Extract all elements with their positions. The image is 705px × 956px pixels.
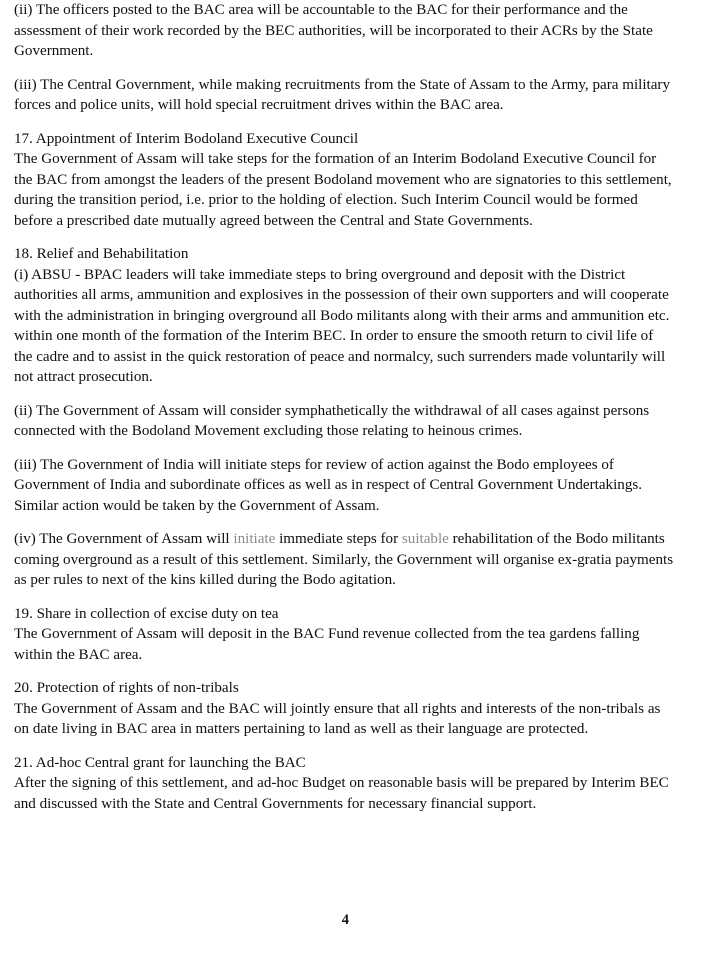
paragraph-clause-18-iii: (iii) The Government of India will initiate steps for review of action against the Bodo employees of Government of India and subordinate offices as well as in respect of Central Government Undertakings. Similar action would be taken by the Government of Assam.: [14, 456, 643, 514]
paragraph-clause-18-iv: (iv) The Government of Assam will initiate immediate steps for suitable rehabilitation of the Bodo militants coming overground as a result of this settlement. Similarly, the Government will organise ex-gratia payments as per rules to next of the kins killed during the Bodo agitation.: [14, 531, 674, 588]
paragraph-clause-20: 20. Protection of rights of non-tribals The Government of Assam and the BAC will jointly ensure that all rights and interests of the non-tribals as on date living in BAC area in matters pertaining to land as well as their language are protected.: [14, 680, 661, 737]
document-text-column: [14, 0, 674, 827]
paragraph-clause-18-i: 18. Relief and Behabilitation (i) ABSU - BPAC leaders will take immediate steps to bring overground and deposit with the District authorities all arms, ammunition and explosives in the possession of their own supporters and will cooperate with the administration in bringing overground all Bodo militants along with their arms and ammunition etc. within one month of the formation of the Interim BEC. In order to ensure the smooth return to civil life of the cadre and to assist in the quick restoration of peace and normalcy, such surrenders made voluntarily will not attract prosecution.: [14, 246, 670, 385]
paragraph-clause-16-ii: (ii) The officers posted to the BAC area will be accountable to the BAC for their performance and the assessment of their work recorded by the BEC authorities, will be incorporated to their ACRs by the State Government.: [14, 2, 653, 59]
faint-text-run: suitable: [401, 531, 449, 547]
faint-text-run: initiate: [233, 531, 276, 547]
paragraph-clause-18-ii: (ii) The Government of Assam will consider symphathetically the withdrawal of all cases against persons connected with the Bodoland Movement excluding those relating to heinous crimes.: [14, 402, 650, 439]
paragraph-clause-19: 19. Share in collection of excise duty on tea The Government of Assam will deposit in the BAC Fund revenue collected from the tea gardens falling within the BAC area.: [14, 605, 640, 663]
page-number: 4: [341, 912, 350, 928]
paragraph-clause-17: 17. Appointment of Interim Bodoland Executive Council The Government of Assam will take steps for the formation of an Interim Bodoland Executive Council for the BAC from amongst the leaders of the present Bodoland movement who are signatories to this settlement, during the transition period, i.e. prior to the holding of election. Such Interim Council would be formed before a prescribed date mutually agreed between the Central and State Governments.: [14, 130, 672, 229]
paragraph-clause-16-iii: (iii) The Central Government, while making recruitments from the State of Assam to the Army, para military forces and police units, will hold special recruitment drives within the BAC area.: [14, 76, 670, 113]
paragraph-clause-21: 21. Ad-hoc Central grant for launching the BAC After the signing of this settlement, and ad-hoc Budget on reasonable basis will be prepared by Interim BEC and discussed with the State and Central Governments for necessary financial support.: [14, 754, 669, 812]
